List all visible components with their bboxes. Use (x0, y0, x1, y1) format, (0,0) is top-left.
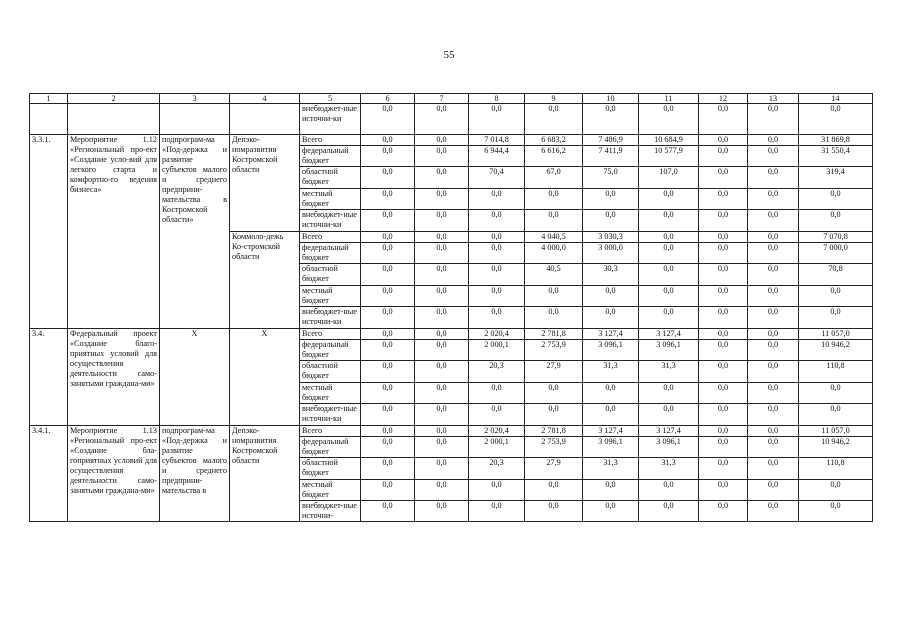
value-cell: 0,0 (639, 307, 699, 329)
value-cell: 0,0 (799, 189, 873, 210)
value-cell: 70,4 (469, 167, 525, 189)
value-cell: 0,0 (583, 189, 639, 210)
table-row (30, 135, 873, 146)
value-cell: 0,0 (361, 404, 415, 426)
value-cell: 0,0 (525, 210, 583, 232)
value-cell: 27,9 (525, 361, 583, 383)
value-cell: 0,0 (748, 104, 799, 135)
value-cell: 0,0 (415, 167, 469, 189)
value-cell: 107,0 (639, 167, 699, 189)
value-cell: 0,0 (748, 243, 799, 264)
subprogram: Х (160, 329, 230, 426)
value-cell: 75,0 (583, 167, 639, 189)
value-cell: 3 127,4 (583, 329, 639, 340)
value-cell: 0,0 (415, 146, 469, 167)
value-cell: 2 020,4 (469, 329, 525, 340)
value-cell: 30,3 (583, 264, 639, 286)
value-cell: 4 040,5 (525, 232, 583, 243)
value-cell: 0,0 (469, 383, 525, 404)
value-cell: 3 000,0 (583, 243, 639, 264)
source-cell: местный бюджет (300, 480, 361, 501)
source-cell: местный бюджет (300, 189, 361, 210)
value-cell: 0,0 (469, 104, 525, 135)
value-cell: 0,0 (699, 340, 748, 361)
source-cell: областной бюджет (300, 167, 361, 189)
value-cell: 31,3 (583, 458, 639, 480)
value-cell: 11 057,0 (799, 426, 873, 437)
value-cell: 20,3 (469, 458, 525, 480)
value-cell: 0,0 (699, 232, 748, 243)
value-cell: 0,0 (748, 458, 799, 480)
value-cell: 0,0 (415, 437, 469, 458)
value-cell: 10 946,2 (799, 437, 873, 458)
source-cell: федеральный бюджет (300, 340, 361, 361)
value-cell: 0,0 (415, 329, 469, 340)
value-cell: 0,0 (699, 146, 748, 167)
value-cell: 0,0 (361, 167, 415, 189)
value-cell: 3 127,4 (639, 329, 699, 340)
activity-name: Мероприятие 1.13 «Региональный про-ект «Создание бла-гоприятных условий для осуществления деятельности само-занятыми граждана-ми» (68, 426, 160, 522)
value-cell: 2 753,9 (525, 437, 583, 458)
value-cell: 0,0 (748, 135, 799, 146)
value-cell: 0,0 (361, 104, 415, 135)
value-cell: 0,0 (415, 501, 469, 522)
value-cell: 10 946,2 (799, 340, 873, 361)
value-cell: 0,0 (639, 232, 699, 243)
value-cell: 3 127,4 (639, 426, 699, 437)
value-cell: 0,0 (469, 210, 525, 232)
value-cell: 0,0 (799, 286, 873, 307)
value-cell: 31 550,4 (799, 146, 873, 167)
value-cell: 0,0 (415, 404, 469, 426)
value-cell: 70,8 (799, 264, 873, 286)
value-cell: 0,0 (699, 501, 748, 522)
value-cell: 10 577,9 (639, 146, 699, 167)
value-cell: 0,0 (748, 264, 799, 286)
value-cell: 0,0 (799, 501, 873, 522)
value-cell: 0,0 (748, 361, 799, 383)
value-cell: 31,3 (639, 361, 699, 383)
value-cell: 0,0 (699, 167, 748, 189)
value-cell: 0,0 (361, 361, 415, 383)
value-cell: 0,0 (415, 232, 469, 243)
value-cell: 0,0 (361, 135, 415, 146)
value-cell: 0,0 (361, 426, 415, 437)
value-cell: 0,0 (799, 480, 873, 501)
value-cell: 0,0 (699, 104, 748, 135)
value-cell: 0,0 (799, 307, 873, 329)
source-cell: внебюджет-ные источни- (300, 501, 361, 522)
value-cell: 0,0 (469, 501, 525, 522)
value-cell: 0,0 (583, 210, 639, 232)
value-cell: 3 096,1 (583, 340, 639, 361)
value-cell: 2 781,8 (525, 329, 583, 340)
value-cell: 27,9 (525, 458, 583, 480)
subprogram: подпрограм-ма «Под-держка и развитие субъектов малого и среднего предприни-мательства в (160, 426, 230, 522)
value-cell: 0,0 (699, 286, 748, 307)
value-cell: 0,0 (361, 501, 415, 522)
value-cell: 40,5 (525, 264, 583, 286)
value-cell: 0,0 (699, 383, 748, 404)
value-cell: 6 683,2 (525, 135, 583, 146)
value-cell: 10 684,9 (639, 135, 699, 146)
header-cell: 1 (30, 94, 68, 104)
header-row (30, 94, 873, 104)
value-cell: 0,0 (469, 286, 525, 307)
row-number: 3.4. (30, 329, 68, 426)
source-cell: местный бюджет (300, 383, 361, 404)
value-cell: 0,0 (525, 404, 583, 426)
value-cell: 0,0 (469, 232, 525, 243)
value-cell: 0,0 (639, 286, 699, 307)
value-cell: 0,0 (639, 480, 699, 501)
header-cell: 4 (230, 94, 300, 104)
value-cell: 0,0 (699, 361, 748, 383)
table-row (30, 104, 873, 135)
value-cell: 0,0 (748, 426, 799, 437)
value-cell: 0,0 (525, 286, 583, 307)
header-cell: 9 (525, 94, 583, 104)
value-cell: 0,0 (748, 437, 799, 458)
header-cell: 8 (469, 94, 525, 104)
header-cell: 7 (415, 94, 469, 104)
source-cell: федеральный бюджет (300, 146, 361, 167)
value-cell: 0,0 (361, 189, 415, 210)
value-cell: 0,0 (583, 104, 639, 135)
source-cell: федеральный бюджет (300, 243, 361, 264)
table-row (30, 426, 873, 437)
value-cell: 0,0 (748, 210, 799, 232)
value-cell: 3 096,1 (639, 437, 699, 458)
value-cell: 0,0 (748, 146, 799, 167)
value-cell: 0,0 (699, 264, 748, 286)
row-number: 3.3.1. (30, 135, 68, 329)
activity-name: Мероприятие 1.12 «Региональный про-ект «Создание усло-вий для легкого старта и комфортно-го ведения бизнеса» (68, 135, 160, 329)
executor: Депэко-номразвития Костромской области (230, 135, 300, 232)
value-cell: 0,0 (525, 189, 583, 210)
value-cell: 0,0 (469, 404, 525, 426)
value-cell: 0,0 (361, 329, 415, 340)
value-cell: 0,0 (361, 286, 415, 307)
value-cell: 67,0 (525, 167, 583, 189)
value-cell: 0,0 (699, 458, 748, 480)
header-cell: 11 (639, 94, 699, 104)
value-cell: 6 616,2 (525, 146, 583, 167)
value-cell: 2 020,4 (469, 426, 525, 437)
value-cell: 0,0 (469, 307, 525, 329)
source-cell: внебюджет-ные источни-ки (300, 307, 361, 329)
value-cell: 0,0 (415, 307, 469, 329)
value-cell: 31 869,8 (799, 135, 873, 146)
value-cell: 0,0 (415, 243, 469, 264)
executor: Х (230, 329, 300, 426)
value-cell: 0,0 (699, 437, 748, 458)
value-cell: 0,0 (361, 480, 415, 501)
value-cell: 0,0 (361, 458, 415, 480)
header-cell: 6 (361, 94, 415, 104)
row-number: 3.4.1. (30, 426, 68, 522)
value-cell: 0,0 (525, 383, 583, 404)
value-cell: 0,0 (415, 104, 469, 135)
value-cell: 0,0 (799, 404, 873, 426)
source-cell: Всего (300, 426, 361, 437)
value-cell: 0,0 (748, 404, 799, 426)
value-cell: 7 000,0 (799, 243, 873, 264)
value-cell: 0,0 (799, 210, 873, 232)
value-cell: 7 070,8 (799, 232, 873, 243)
source-cell: областной бюджет (300, 361, 361, 383)
value-cell: 2 000,1 (469, 437, 525, 458)
header-cell: 5 (300, 94, 361, 104)
value-cell: 0,0 (415, 135, 469, 146)
value-cell: 0,0 (525, 480, 583, 501)
header-cell: 2 (68, 94, 160, 104)
value-cell: 0,0 (361, 146, 415, 167)
value-cell: 0,0 (583, 286, 639, 307)
header-cell: 13 (748, 94, 799, 104)
value-cell: 7 014,8 (469, 135, 525, 146)
value-cell: 0,0 (583, 383, 639, 404)
value-cell: 0,0 (699, 243, 748, 264)
value-cell: 0,0 (525, 104, 583, 135)
value-cell: 0,0 (799, 383, 873, 404)
value-cell: 0,0 (415, 210, 469, 232)
value-cell: 31,3 (583, 361, 639, 383)
value-cell: 3 096,1 (639, 340, 699, 361)
value-cell: 0,0 (361, 243, 415, 264)
value-cell: 0,0 (525, 307, 583, 329)
value-cell: 0,0 (699, 210, 748, 232)
value-cell: 0,0 (469, 243, 525, 264)
value-cell: 0,0 (639, 189, 699, 210)
value-cell: 0,0 (415, 264, 469, 286)
executor: Депэко-номразвития Костромской области (230, 426, 300, 522)
source-cell: Всего (300, 135, 361, 146)
value-cell: 0,0 (699, 189, 748, 210)
value-cell: 0,0 (415, 189, 469, 210)
value-cell: 20,3 (469, 361, 525, 383)
value-cell: 0,0 (415, 361, 469, 383)
subprogram: подпрограм-ма «Под-держка и развитие субъектов малого и среднего предприни-мательства в Костромской области» (160, 135, 230, 329)
value-cell: 0,0 (361, 437, 415, 458)
header-cell: 3 (160, 94, 230, 104)
source-cell: Всего (300, 232, 361, 243)
source-cell: внебюджет-ные источни-ки (300, 210, 361, 232)
value-cell: 0,0 (469, 480, 525, 501)
value-cell: 0,0 (748, 383, 799, 404)
value-cell: 0,0 (583, 501, 639, 522)
value-cell: 0,0 (748, 189, 799, 210)
value-cell: 0,0 (699, 426, 748, 437)
value-cell: 0,0 (748, 307, 799, 329)
value-cell: 0,0 (415, 286, 469, 307)
source-cell: областной бюджет (300, 458, 361, 480)
value-cell: 0,0 (748, 232, 799, 243)
value-cell: 7 486,9 (583, 135, 639, 146)
source-cell: областной бюджет (300, 264, 361, 286)
value-cell: 319,4 (799, 167, 873, 189)
header-cell: 14 (799, 94, 873, 104)
value-cell: 0,0 (361, 340, 415, 361)
activity-name: Федеральный проект «Создание благо-приятных условий для осуществления деятельности само-занятыми граждана-ми» (68, 329, 160, 426)
value-cell: 3 096,1 (583, 437, 639, 458)
value-cell: 0,0 (415, 340, 469, 361)
value-cell: 0,0 (469, 264, 525, 286)
value-cell: 3 030,3 (583, 232, 639, 243)
value-cell: 4 000,0 (525, 243, 583, 264)
value-cell: 110,8 (799, 361, 873, 383)
value-cell: 0,0 (525, 501, 583, 522)
value-cell: 0,0 (361, 210, 415, 232)
value-cell: 0,0 (699, 480, 748, 501)
value-cell: 0,0 (583, 480, 639, 501)
value-cell: 110,8 (799, 458, 873, 480)
value-cell: 0,0 (639, 501, 699, 522)
source-cell: местный бюджет (300, 286, 361, 307)
source-cell: внебюджет-ные источни-ки (300, 404, 361, 426)
source-cell: федеральный бюджет (300, 437, 361, 458)
value-cell: 0,0 (639, 383, 699, 404)
source-cell: внебюджет-ные источни-ки (300, 104, 361, 135)
value-cell: 0,0 (469, 189, 525, 210)
value-cell: 0,0 (415, 383, 469, 404)
value-cell: 0,0 (748, 501, 799, 522)
value-cell: 0,0 (415, 458, 469, 480)
value-cell: 3 127,4 (583, 426, 639, 437)
value-cell: 0,0 (583, 307, 639, 329)
value-cell: 0,0 (361, 264, 415, 286)
header-cell: 10 (583, 94, 639, 104)
value-cell: 2 000,1 (469, 340, 525, 361)
value-cell: 0,0 (639, 264, 699, 286)
value-cell: 0,0 (361, 307, 415, 329)
value-cell: 0,0 (639, 243, 699, 264)
header-cell: 12 (699, 94, 748, 104)
budget-table (29, 93, 873, 522)
value-cell: 0,0 (639, 404, 699, 426)
page-number: 55 (443, 49, 455, 61)
value-cell: 0,0 (699, 329, 748, 340)
value-cell: 6 944,4 (469, 146, 525, 167)
value-cell: 0,0 (699, 404, 748, 426)
value-cell: 0,0 (639, 210, 699, 232)
value-cell: 0,0 (748, 286, 799, 307)
value-cell: 11 057,0 (799, 329, 873, 340)
value-cell: 0,0 (699, 135, 748, 146)
value-cell: 0,0 (361, 383, 415, 404)
value-cell: 0,0 (639, 104, 699, 135)
value-cell: 7 411,9 (583, 146, 639, 167)
value-cell: 0,0 (699, 307, 748, 329)
value-cell: 2 753,9 (525, 340, 583, 361)
value-cell: 0,0 (415, 426, 469, 437)
value-cell: 2 781,8 (525, 426, 583, 437)
value-cell: 0,0 (748, 167, 799, 189)
value-cell: 0,0 (415, 480, 469, 501)
value-cell: 0,0 (748, 329, 799, 340)
value-cell: 31,3 (639, 458, 699, 480)
executor: Коммоло-дежь Ко-стромской области (230, 232, 300, 329)
source-cell: Всего (300, 329, 361, 340)
value-cell: 0,0 (799, 104, 873, 135)
table-row (30, 329, 873, 340)
value-cell: 0,0 (583, 404, 639, 426)
value-cell: 0,0 (748, 340, 799, 361)
value-cell: 0,0 (361, 232, 415, 243)
value-cell: 0,0 (748, 480, 799, 501)
